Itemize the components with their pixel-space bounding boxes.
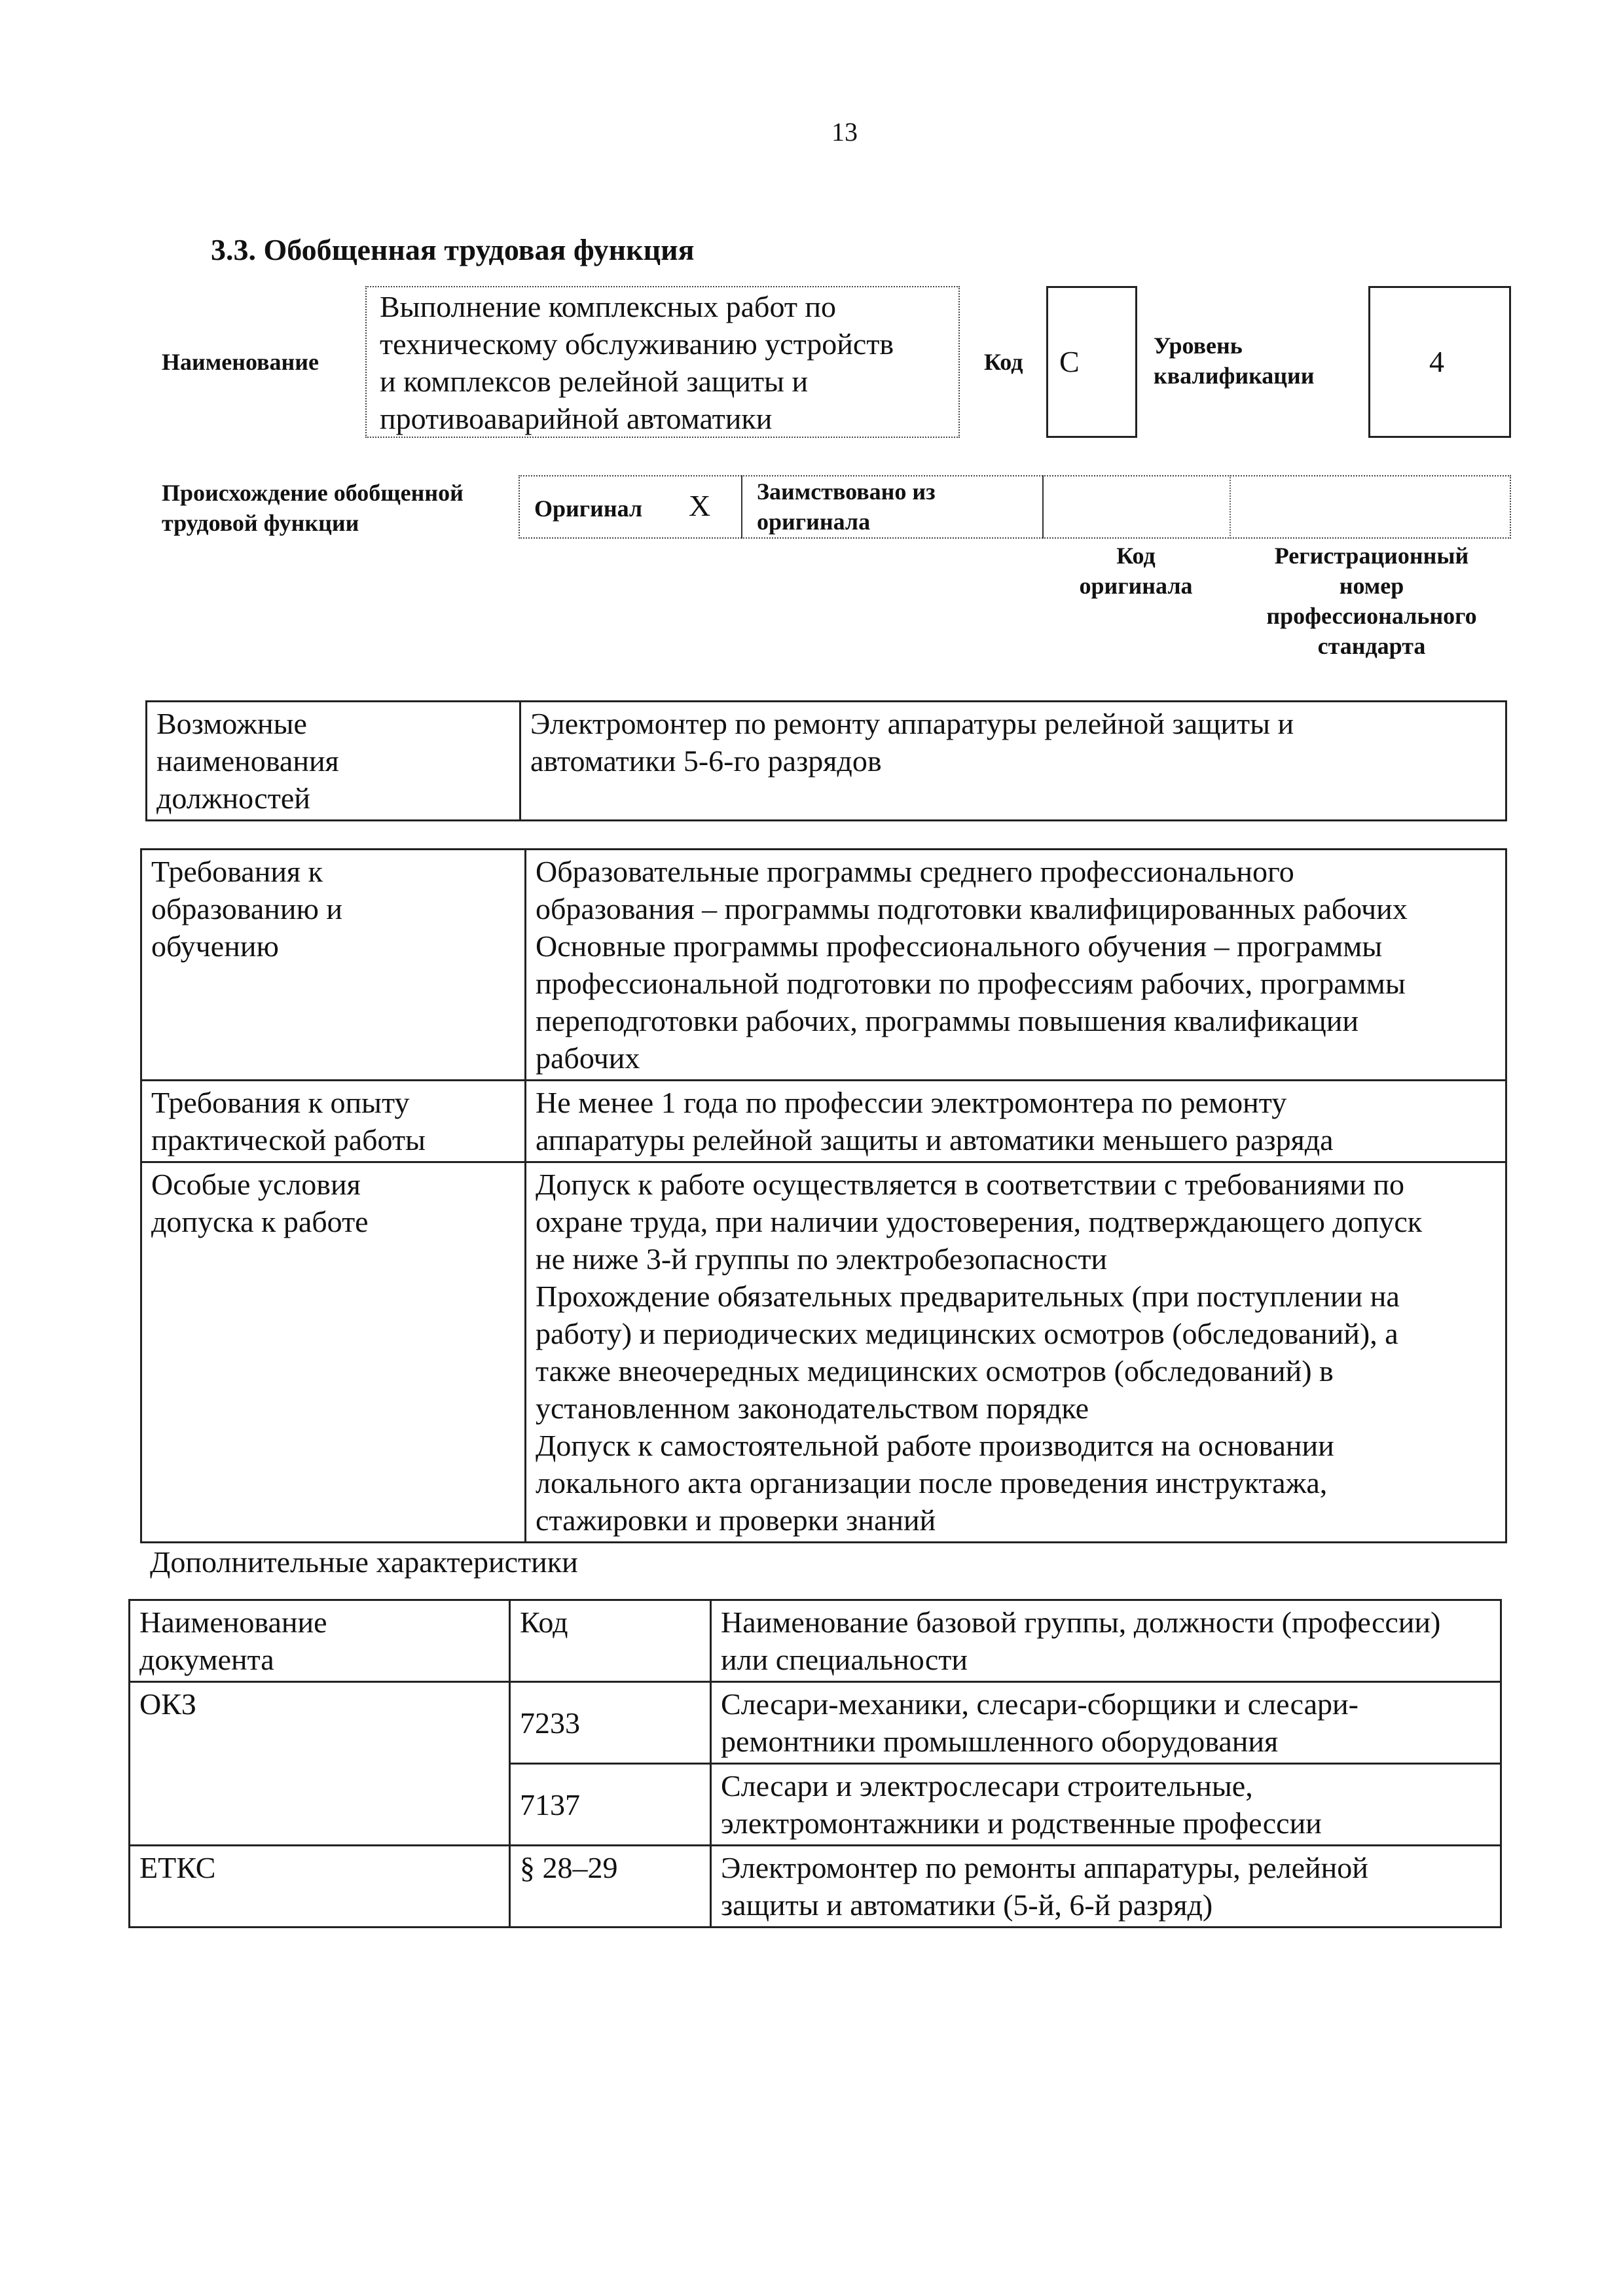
admission-label-line: допуска к работе <box>151 1205 369 1238</box>
name-value-line: противоаварийной автоматики <box>380 402 773 435</box>
name-label: Наименование <box>162 349 319 375</box>
education-value-line: Образовательные программы среднего профессионального <box>536 855 1294 888</box>
etks-name-cell <box>711 1846 1501 1928</box>
education-value-line: профессиональной подготовки по профессиям рабочих, программы <box>536 967 1406 1000</box>
reg-number-caption <box>1231 541 1512 661</box>
name-value-line: и комплексов релейной защиты и <box>380 365 809 398</box>
education-value-line: переподготовки рабочих, программы повышения квалификации <box>536 1004 1359 1037</box>
level-label-line: квалификации <box>1154 363 1315 389</box>
education-value-line: рабочих <box>536 1041 640 1075</box>
experience-label-cell <box>141 1081 526 1162</box>
code-original-line: оригинала <box>1079 573 1193 599</box>
admission-value-line: Допуск к работе осуществляется в соответствии с требованиями по <box>536 1168 1404 1201</box>
okz-code-cell: 7233 <box>510 1682 711 1764</box>
positions-value-line: Электромонтер по ремонту аппаратуры релейной защиты и <box>530 707 1294 740</box>
section-title: 3.3. Обобщенная трудовая функция <box>211 233 695 266</box>
positions-label-cell <box>147 702 520 821</box>
borrowed-label-line: оригинала <box>757 509 871 535</box>
positions-label-line: Возможные <box>156 707 307 740</box>
admission-value-line: стажировки и проверки знаний <box>536 1503 936 1537</box>
code-value: С <box>1059 345 1080 378</box>
additional-table <box>128 1599 1502 1928</box>
okz-code-cell: 7137 <box>510 1764 711 1846</box>
header-doc-line: Наименование <box>139 1605 327 1639</box>
education-label-line: образованию и <box>151 892 342 925</box>
okz-name-cell <box>711 1764 1501 1846</box>
education-label-line: Требования к <box>151 855 323 888</box>
level-value: 4 <box>1429 345 1444 378</box>
table-row <box>147 702 1506 821</box>
admission-label-line: Особые условия <box>151 1168 361 1201</box>
education-label-line: обучению <box>151 929 279 963</box>
admission-value-line: работу) и периодических медицинских осмотров (обследований), а <box>536 1317 1398 1350</box>
table-row <box>141 1081 1506 1162</box>
education-value-line: Основные программы профессионального обучения – программы <box>536 929 1383 963</box>
admission-value-line: установленном законодательством порядке <box>536 1391 1089 1425</box>
experience-value-line: Не менее 1 года по профессии электромонтера по ремонту <box>536 1086 1287 1119</box>
header-group-line: или специальности <box>721 1643 968 1676</box>
origin-label-line: трудовой функции <box>162 510 359 536</box>
origin-divider <box>1042 475 1044 539</box>
admission-value-line: Прохождение обязательных предварительных (при поступлении на <box>536 1280 1400 1313</box>
header-group-cell <box>711 1600 1501 1682</box>
admission-value-line: локального акта организации после проведения инструктажа, <box>536 1466 1328 1499</box>
name-value <box>380 288 894 437</box>
education-value-cell <box>526 850 1506 1081</box>
origin-divider <box>1230 475 1231 539</box>
origin-box <box>519 475 1511 539</box>
etks-code-cell: § 28–29 <box>510 1846 711 1928</box>
admission-value-line: охране труда, при наличии удостоверения, подтверждающего допуск <box>536 1205 1423 1238</box>
education-label-cell <box>141 850 526 1081</box>
borrowed-label <box>757 476 936 537</box>
table-row <box>130 1682 1501 1764</box>
experience-value-cell <box>526 1081 1506 1162</box>
table-row <box>141 1162 1506 1543</box>
experience-label-line: практической работы <box>151 1123 426 1157</box>
positions-value-cell <box>520 702 1506 821</box>
origin-divider <box>741 475 742 539</box>
reg-number-line: номер <box>1339 573 1404 599</box>
admission-value-line: Допуск к самостоятельной работе производится на основании <box>536 1429 1334 1462</box>
positions-table <box>145 700 1507 821</box>
okz-name-line: Слесари и электрослесари строительные, <box>721 1769 1253 1803</box>
table-row <box>130 1846 1501 1928</box>
level-label <box>1154 331 1315 391</box>
education-value-line: образования – программы подготовки квалифицированных рабочих <box>536 892 1408 925</box>
name-value-line: Выполнение комплексных работ по <box>380 290 837 323</box>
header-doc-line: документа <box>139 1643 274 1676</box>
original-label: Оригинал <box>534 495 643 522</box>
header-group-line: Наименование базовой группы, должности (профессии) <box>721 1605 1441 1639</box>
okz-name-line: электромонтажники и родственные профессии <box>721 1806 1322 1840</box>
experience-value-line: аппаратуры релейной защиты и автоматики меньшего разряда <box>536 1123 1334 1157</box>
table-row <box>141 850 1506 1081</box>
positions-label-line: должностей <box>156 781 310 815</box>
reg-number-line: стандарта <box>1317 633 1426 659</box>
positions-value-line: автоматики 5-6-го разрядов <box>530 744 882 778</box>
table-row <box>130 1600 1501 1682</box>
origin-label <box>162 478 464 538</box>
additional-title: Дополнительные характеристики <box>150 1545 578 1579</box>
reg-number-line: профессионального <box>1266 603 1477 629</box>
etks-name-line: Электромонтер по ремонты аппаратуры, релейной <box>721 1851 1368 1884</box>
okz-name-line: ремонтники промышленного оборудования <box>721 1725 1279 1758</box>
admission-value-line: также внеочередных медицинских осмотров (обследований) в <box>536 1354 1334 1388</box>
okz-doc-cell: ОКЗ <box>130 1682 510 1846</box>
admission-value-cell <box>526 1162 1506 1543</box>
admission-value-line: не ниже 3-й группы по электробезопасности <box>536 1242 1108 1276</box>
okz-name-cell <box>711 1682 1501 1764</box>
name-value-line: техническому обслуживанию устройств <box>380 327 894 361</box>
header-code-cell <box>510 1600 711 1682</box>
header-doc-cell <box>130 1600 510 1682</box>
etks-doc-cell: ЕТКС <box>130 1846 510 1928</box>
code-original-line: Код <box>1116 543 1156 569</box>
positions-label-line: наименования <box>156 744 339 778</box>
okz-name-line: Слесари-механики, слесари-сборщики и слесари- <box>721 1687 1359 1721</box>
code-original-caption <box>1048 541 1224 601</box>
experience-label-line: Требования к опыту <box>151 1086 410 1119</box>
original-mark: Х <box>689 489 711 522</box>
reg-number-line: Регистрационный <box>1274 543 1469 569</box>
origin-label-line: Происхождение обобщенной <box>162 480 464 506</box>
page-number: 13 <box>831 117 858 147</box>
requirements-table <box>140 848 1507 1543</box>
header-code-line: Код <box>520 1605 568 1639</box>
borrowed-label-line: Заимствовано из <box>757 478 936 505</box>
admission-label-cell <box>141 1162 526 1543</box>
etks-name-line: защиты и автоматики (5-й, 6-й разряд) <box>721 1888 1213 1922</box>
code-label: Код <box>984 349 1023 375</box>
level-label-line: Уровень <box>1154 332 1243 359</box>
